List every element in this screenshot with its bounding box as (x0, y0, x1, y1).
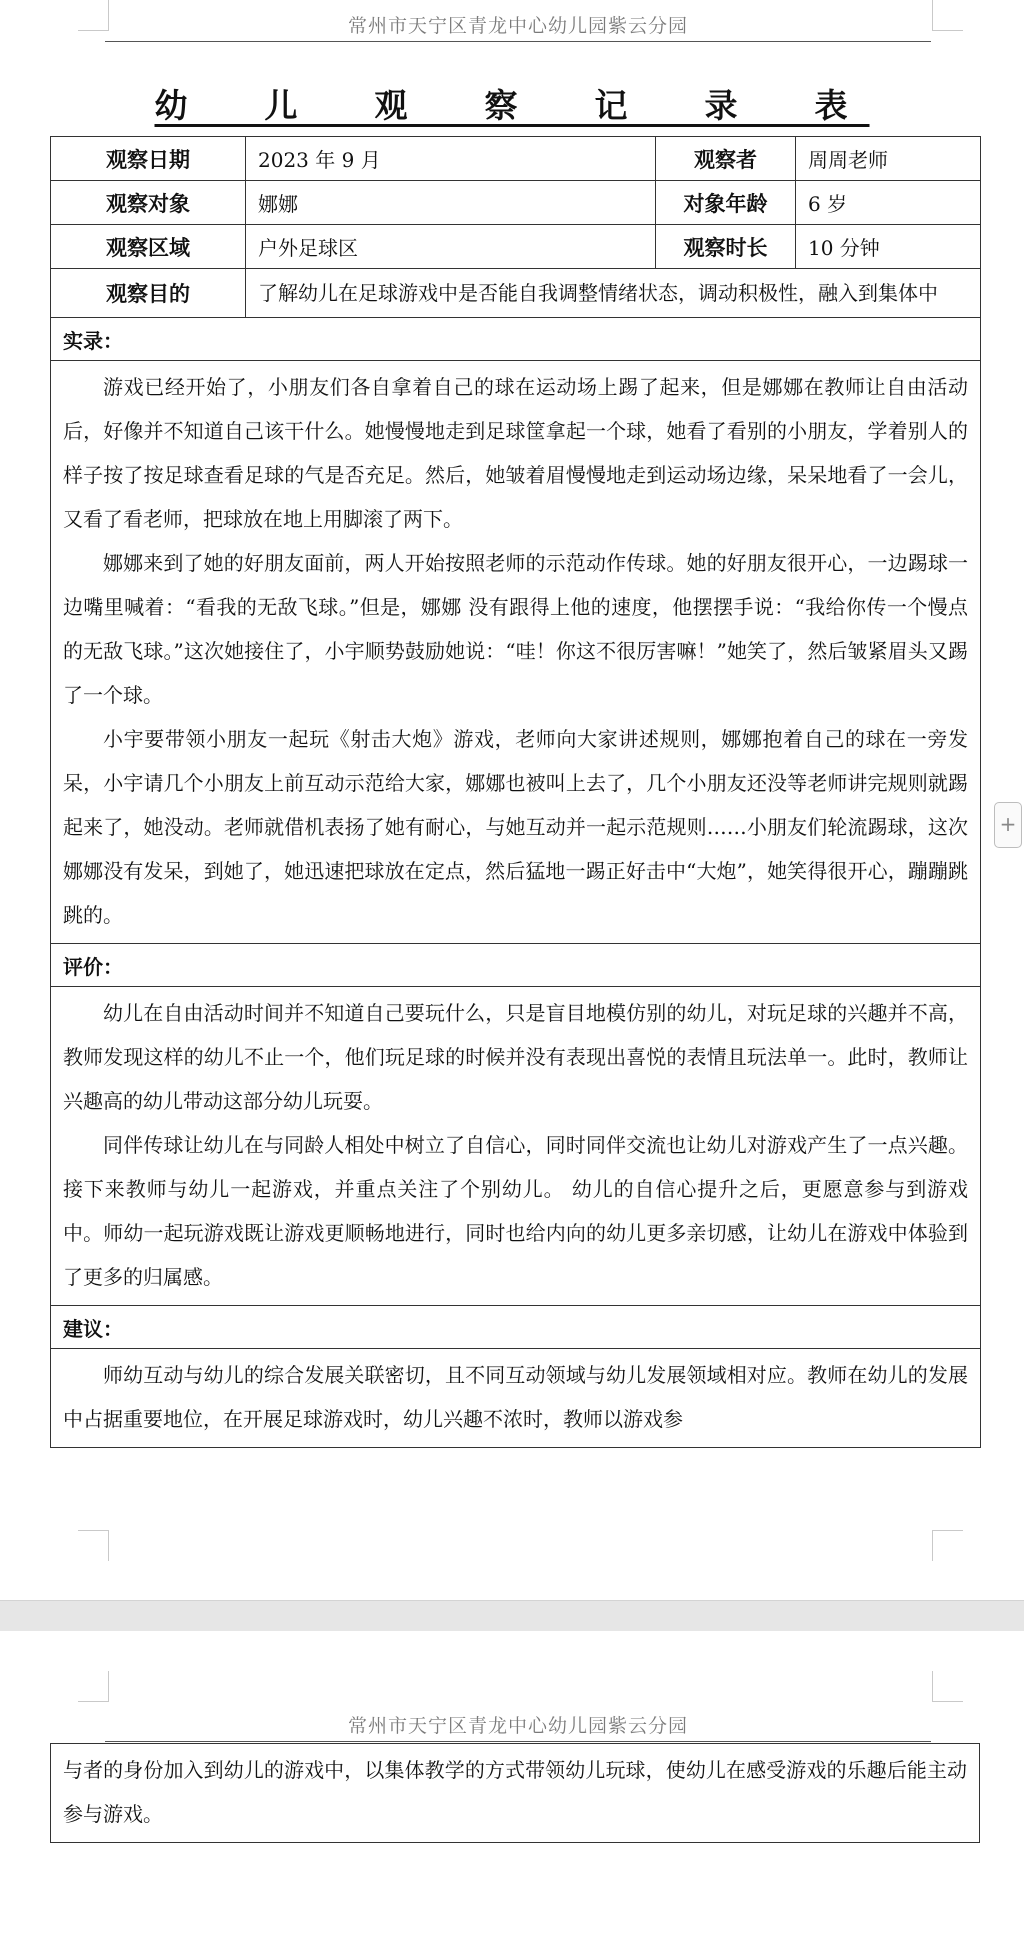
record-section-body (51, 361, 981, 944)
table-row (51, 181, 981, 225)
crop-mark (78, 1530, 109, 1561)
page-header: 常州市天宁区青龙中心幼儿园紫云分园 (347, 15, 688, 37)
suggestion-continuation-body (51, 1744, 980, 1843)
observer-value: 周周老师 (796, 137, 981, 181)
table-row (51, 318, 981, 361)
subject-label: 观察对象 (51, 181, 246, 225)
record-paragraph: 小宇要带领小朋友一起玩《射击大炮》游戏，老师向大家讲述规则，娜娜抱着自己的球在一旁发呆，小宇请几个小朋友上前互动示范给大家，娜娜也被叫上去了，几个小朋友还没等老师讲完规则就踢起来了，她没动。老师就借机表扬了她有耐心，与她互动并一起示范规则……小朋友们轮流踢球，这次娜娜没有发呆，到她了，她迅速把球放在定点，然后猛地一踢正好击中“大炮”，她笑得很开心，蹦蹦跳跳的。 (63, 727, 968, 927)
record-paragraph: 游戏已经开始了，小朋友们各自拿着自己的球在运动场上踢了起来，但是娜娜在教师让自由活动后，好像并不知道自己该干什么。她慢慢地走到足球筐拿起一个球，她看了看别的小朋友，学着别人的样子按了按足球查看足球的气是否充足。然后，她皱着眉慢慢地走到运动场边缘，呆呆地看了一会儿，又看了看老师，把球放在地上用脚滚了两下。 (63, 375, 968, 531)
record-section-label: 实录： (51, 318, 981, 361)
table-row (51, 137, 981, 181)
table-row (51, 225, 981, 269)
evaluation-paragraph: 同伴传球让幼儿在与同龄人相处中树立了自信心，同时同伴交流也让幼儿对游戏产生了一点兴趣。接下来教师与幼儿一起游戏，并重点关注了个别幼儿。 幼儿的自信心提升之后，更愿意参与到游戏中。师幼一起玩游戏既让游戏更顺畅地进行，同时也给内向的幼儿更多亲切感，让幼儿在游戏中体验到了更多的归属感。 (63, 1133, 968, 1289)
duration-label: 观察时长 (656, 225, 796, 269)
document-title: 幼 儿 观 察 记 录 表 (154, 86, 870, 125)
table-row (51, 1349, 981, 1448)
crop-mark (932, 1671, 963, 1702)
date-label: 观察日期 (51, 137, 246, 181)
document-page-2 (0, 1631, 1024, 1942)
evaluation-paragraph: 幼儿在自由活动时间并不知道自己要玩什么，只是盲目地模仿别的幼儿，对玩足球的兴趣并不高，教师发现这样的幼儿不止一个，他们玩足球的时候并没有表现出喜悦的表情且玩法单一。此时，教师让兴趣高的幼儿带动这部分幼儿玩耍。 (63, 1001, 968, 1113)
table-row (51, 944, 981, 987)
table-row (51, 1744, 980, 1843)
subject-value: 娜娜 (246, 181, 656, 225)
crop-mark (932, 0, 963, 31)
evaluation-section-label: 评价： (51, 944, 981, 987)
duration-value: 10 分钟 (796, 225, 981, 269)
observer-label: 观察者 (656, 137, 796, 181)
header-rule (105, 1741, 931, 1742)
suggestion-paragraph-continued: 与者的身份加入到幼儿的游戏中，以集体教学的方式带领幼儿玩球，使幼儿在感受游戏的乐趣后能主动参与游戏。 (63, 1758, 967, 1826)
purpose-value: 了解幼儿在足球游戏中是否能自我调整情绪状态，调动积极性，融入到集体中 (246, 269, 981, 318)
suggestion-section-body (51, 1349, 981, 1448)
observation-table (50, 136, 981, 1448)
age-label: 对象年龄 (656, 181, 796, 225)
table-row (51, 987, 981, 1306)
continuation-table (50, 1743, 980, 1843)
crop-mark (932, 1530, 963, 1561)
area-value: 户外足球区 (246, 225, 656, 269)
suggestion-section-label: 建议： (51, 1306, 981, 1349)
table-row (51, 269, 981, 318)
area-label: 观察区域 (51, 225, 246, 269)
suggestion-paragraph: 师幼互动与幼儿的综合发展关联密切，且不同互动领域与幼儿发展领域相对应。教师在幼儿的发展中占据重要地位，在开展足球游戏时，幼儿兴趣不浓时，教师以游戏参 (63, 1363, 968, 1431)
add-button[interactable]: + (994, 802, 1022, 848)
evaluation-section-body (51, 987, 981, 1306)
header-rule (105, 41, 931, 42)
table-row (51, 1306, 981, 1349)
table-row (51, 361, 981, 944)
purpose-label: 观察目的 (51, 269, 246, 318)
age-value: 6 岁 (796, 181, 981, 225)
date-value: 2023 年 9 月 (246, 137, 656, 181)
crop-mark (78, 1671, 109, 1702)
page-gap (0, 1600, 1024, 1632)
page-header: 常州市天宁区青龙中心幼儿园紫云分园 (347, 1715, 688, 1737)
record-paragraph: 娜娜来到了她的好朋友面前，两人开始按照老师的示范动作传球。她的好朋友很开心，一边踢球一边嘴里喊着：“看我的无敌飞球。”但是，娜娜 没有跟得上他的速度，他摆摆手说：“我给你传一个慢点的无敌飞球。”这次她接住了，小宇顺势鼓励她说：“哇！你这不很厉害嘛！”她笑了，然后皱紧眉头又踢了一个球。 (63, 551, 968, 707)
